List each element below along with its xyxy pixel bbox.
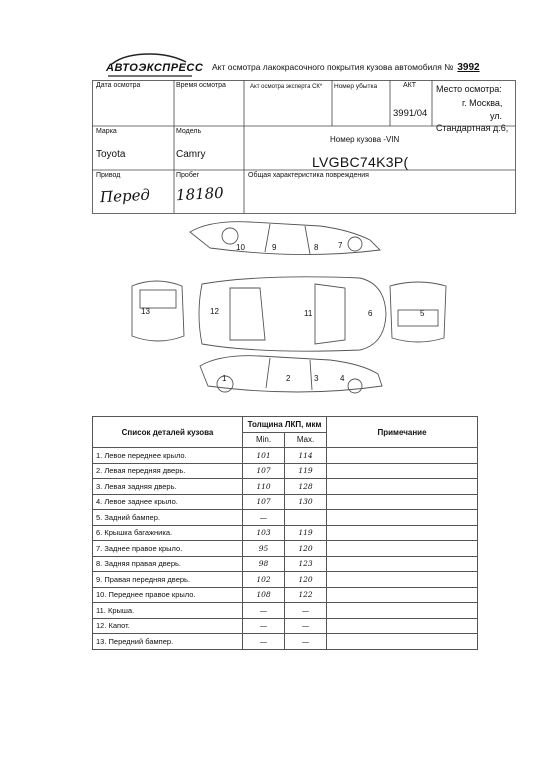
place-street-abbr: ул.	[490, 111, 503, 121]
column-header-thickness: Толщина ЛКП, мкм	[243, 417, 327, 433]
part-name-cell: 5. Задний бампер.	[93, 510, 243, 526]
zone-label: 7	[338, 241, 343, 250]
zone-label: 11	[304, 309, 313, 318]
note-cell	[327, 525, 478, 541]
zone-label: 4	[340, 374, 345, 383]
car-body-diagram	[100, 214, 470, 410]
part-name-cell: 9. Правая передняя дверь.	[93, 572, 243, 588]
vin-value: LVGBC74K3P(	[312, 154, 409, 170]
parts-thickness-table	[92, 416, 478, 650]
min-value-cell: —	[243, 634, 285, 650]
note-cell	[327, 572, 478, 588]
brand-value: Toyota	[96, 149, 126, 160]
max-value-cell: 128	[285, 479, 327, 495]
act-value: 3991/04	[393, 108, 428, 119]
part-name-cell: 11. Крыша.	[93, 603, 243, 619]
min-value-cell: 103	[243, 525, 285, 541]
note-cell	[327, 634, 478, 650]
expert-label: Акт осмотра эксперта СК*	[250, 84, 323, 90]
document-title: Акт осмотра лакокрасочного покрытия кузова автомобиля № 3992	[212, 62, 480, 73]
max-value-cell: 120	[285, 541, 327, 557]
max-value-cell: —	[285, 618, 327, 634]
min-value-cell: 108	[243, 587, 285, 603]
place-label: Место осмотра:	[436, 84, 502, 94]
place-street: Стандартная д.6,	[436, 123, 509, 133]
part-name-cell: 8. Задняя правая дверь.	[93, 556, 243, 572]
model-label: Модель	[176, 128, 202, 135]
table-row	[93, 572, 478, 588]
min-value-cell: 95	[243, 541, 285, 557]
note-cell	[327, 618, 478, 634]
max-value-cell: —	[285, 634, 327, 650]
note-cell	[327, 603, 478, 619]
column-header-parts: Список деталей кузова	[93, 417, 243, 448]
document-number: 3992	[457, 62, 480, 73]
model-value: Camry	[176, 149, 206, 160]
part-name-cell: 10. Переднее правое крыло.	[93, 587, 243, 603]
part-name-cell: 2. Левая передняя дверь.	[93, 463, 243, 479]
min-value-cell: —	[243, 603, 285, 619]
part-name-cell: 3. Левая задняя дверь.	[93, 479, 243, 495]
max-value-cell: 122	[285, 587, 327, 603]
part-name-cell: 4. Левое заднее крыло.	[93, 494, 243, 510]
zone-label: 12	[210, 307, 219, 316]
table-row	[93, 556, 478, 572]
time-label: Время осмотра	[176, 82, 226, 89]
mileage-value: 18180	[175, 183, 225, 205]
max-value-cell	[285, 510, 327, 526]
min-value-cell: 107	[243, 494, 285, 510]
zone-label: 9	[272, 243, 277, 252]
note-cell	[327, 463, 478, 479]
table-row	[93, 448, 478, 464]
brand-label: Марка	[96, 128, 117, 135]
column-header-note: Примечание	[327, 417, 478, 448]
max-value-cell: 119	[285, 463, 327, 479]
zone-label: 10	[236, 243, 245, 252]
table-row	[93, 587, 478, 603]
note-cell	[327, 448, 478, 464]
part-name-cell: 13. Передний бампер.	[93, 634, 243, 650]
note-cell	[327, 510, 478, 526]
column-header-min: Min.	[243, 432, 285, 448]
drive-label: Привод	[96, 172, 121, 179]
table-row	[93, 494, 478, 510]
max-value-cell: —	[285, 603, 327, 619]
header-form-grid	[92, 80, 516, 214]
max-value-cell: 123	[285, 556, 327, 572]
min-value-cell: 98	[243, 556, 285, 572]
max-value-cell: 114	[285, 448, 327, 464]
part-name-cell: 12. Капот.	[93, 618, 243, 634]
zone-label: 2	[286, 374, 291, 383]
min-value-cell: —	[243, 510, 285, 526]
table-row	[93, 463, 478, 479]
zone-label: 6	[368, 309, 373, 318]
zone-label: 1	[222, 374, 227, 383]
note-cell	[327, 541, 478, 557]
logo-text: АВТОЭКСПРЕСС	[106, 62, 204, 74]
part-name-cell: 1. Левое переднее крыло.	[93, 448, 243, 464]
damage-label: Общая характеристика повреждения	[248, 172, 369, 179]
table-row	[93, 510, 478, 526]
note-cell	[327, 479, 478, 495]
part-name-cell: 7. Заднее правое крыло.	[93, 541, 243, 557]
min-value-cell: 102	[243, 572, 285, 588]
zone-label: 13	[141, 307, 150, 316]
loss-number-label: Номер убытка	[334, 83, 378, 90]
table-row	[93, 541, 478, 557]
table-row	[93, 479, 478, 495]
min-value-cell: 107	[243, 463, 285, 479]
table-row	[93, 603, 478, 619]
date-label: Дата осмотра	[96, 82, 141, 89]
note-cell	[327, 494, 478, 510]
note-cell	[327, 587, 478, 603]
table-row	[93, 525, 478, 541]
part-name-cell: 6. Крышка багажника.	[93, 525, 243, 541]
min-value-cell: —	[243, 618, 285, 634]
column-header-max: Max.	[285, 432, 327, 448]
mileage-label: Пробег	[176, 172, 200, 179]
act-label: АКТ	[403, 82, 417, 89]
zone-label: 3	[314, 374, 319, 383]
min-value-cell: 110	[243, 479, 285, 495]
vin-label: Номер кузова -VIN	[330, 135, 400, 144]
table-row	[93, 634, 478, 650]
drive-value: Перед	[99, 185, 151, 207]
table-row	[93, 618, 478, 634]
zone-label: 8	[314, 243, 319, 252]
min-value-cell: 101	[243, 448, 285, 464]
zone-label: 5	[420, 309, 425, 318]
max-value-cell: 119	[285, 525, 327, 541]
place-city: г. Москва,	[462, 98, 503, 108]
max-value-cell: 130	[285, 494, 327, 510]
note-cell	[327, 556, 478, 572]
max-value-cell: 120	[285, 572, 327, 588]
